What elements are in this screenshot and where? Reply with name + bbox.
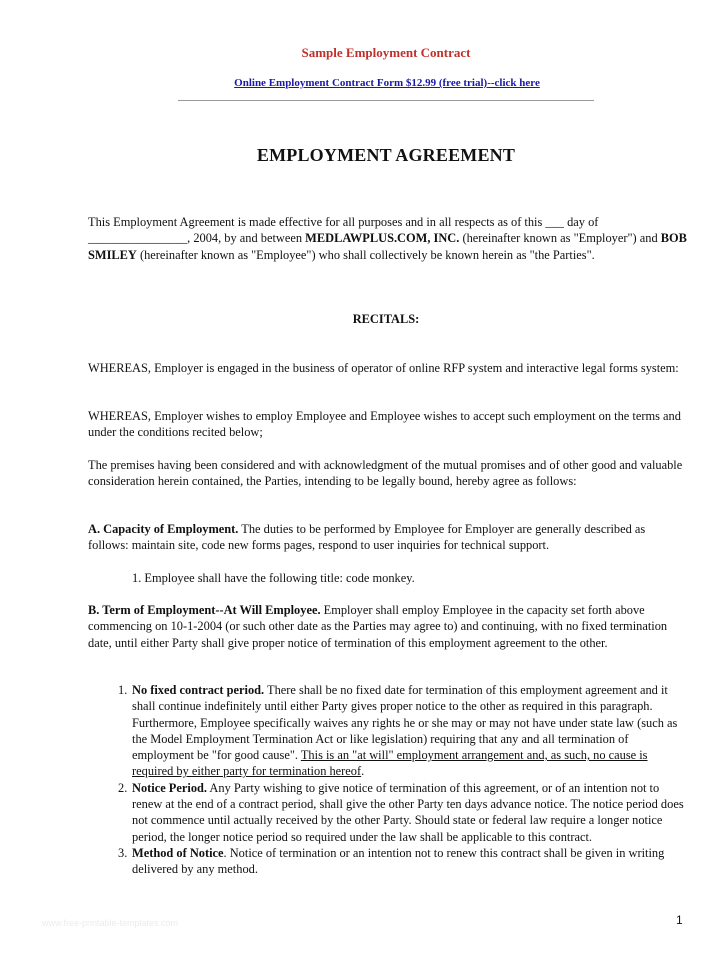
whereas-text-1: WHEREAS, Employer is engaged in the business of operator of online RFP system and interactive legal forms system: bbox=[88, 361, 679, 375]
intro-text-a: This Employment Agreement is made effective for all purposes and in all respects as of this ___ day of ________________, 2004, by and between bbox=[88, 215, 599, 246]
section-a bbox=[88, 521, 688, 554]
recitals-heading: RECITALS: bbox=[352, 312, 420, 326]
premises-paragraph bbox=[88, 457, 688, 490]
list-item bbox=[118, 845, 684, 878]
section-a-text: The duties to be performed by Employee for Employer are generally described as follows: maintain site, code new forms pages, respond to user inquiries for technical support. bbox=[88, 522, 646, 553]
section-a-item: 1. Employee shall have the following title: code monkey. bbox=[132, 571, 415, 585]
intro-paragraph bbox=[88, 214, 688, 263]
list-item-heading: No fixed contract period. bbox=[132, 683, 265, 697]
document-title: EMPLOYMENT AGREEMENT bbox=[256, 145, 516, 165]
list-item bbox=[118, 780, 684, 845]
header-title: Sample Employment Contract bbox=[301, 45, 471, 60]
section-b-text: Employer shall employ Employee in the capacity set forth above commencing on 10-1-2004 (or such other date as the Parties may agree to) and continuing, with no fixed termination date, until either Party shall give proper notice of termination of this employment agreement to the other. bbox=[88, 603, 668, 650]
contract-form-link[interactable]: Online Employment Contract Form $12.99 (free trial)-‐click here bbox=[234, 77, 540, 89]
list-item-number: 3. bbox=[118, 845, 128, 860]
list-item bbox=[118, 682, 684, 780]
termination-terms-list bbox=[118, 682, 684, 878]
at-will-clause: This is an "at will" employment arrangement and, as such, no cause is required by either party for termination hereof bbox=[132, 748, 648, 779]
section-b bbox=[88, 602, 688, 651]
list-item-heading: Method of Notice bbox=[132, 845, 224, 860]
list-item-text: Any Party wishing to give notice of termination of this agreement, or of an intention not to renew at the end of a contract period, shall give the other Party ten days advance notice. The notice period does not commence until actually received by the other Party. Should state or federal law require a longer notice period, the longer notice period so required under the law shall be applicable to this contract. bbox=[132, 780, 684, 844]
whereas-paragraph-1 bbox=[88, 360, 688, 376]
whereas-paragraph-2 bbox=[88, 408, 688, 441]
list-item-heading: Notice Period. bbox=[132, 780, 208, 795]
employee-name: BOB SMILEY bbox=[88, 231, 687, 262]
header-divider bbox=[178, 100, 594, 101]
watermark: www.free-printable-templates.com bbox=[42, 918, 179, 928]
whereas-text-2: WHEREAS, Employer wishes to employ Employee and Employee wishes to accept such employment on the terms and under the conditions recited below; bbox=[88, 409, 681, 440]
intro-text-c: (hereinafter known as "Employee") who shall collectively be known herein as "the Parties". bbox=[136, 247, 595, 262]
employer-name: MEDLAWPLUS.COM, INC. bbox=[305, 231, 460, 246]
list-item-text: There shall be no fixed date for termination of this employment agreement and it shall continue indefinitely until either Party gives proper notice to the other as required in this paragraph. Furthermore, Employee specifically waives any rights he or she may or may not have under state law (such as the Model Employment Termination Act or like legislation) requiring that any and all termination of employment be "for good cause". bbox=[132, 683, 678, 763]
list-item-end: . bbox=[361, 764, 365, 779]
page-number: 1 bbox=[676, 913, 683, 927]
section-a-heading: A. Capacity of Employment. bbox=[88, 522, 239, 536]
list-item-text: . Notice of termination or an intention not to renew this contract shall be given in writing delivered by any method. bbox=[132, 845, 665, 877]
list-item-number: 2. bbox=[118, 780, 128, 795]
premises-text: The premises having been considered and with acknowledgment of the mutual promises and of other good and valuable consideration herein contained, the Parties, intending to be legally bound, hereby agree as follows: bbox=[88, 458, 683, 489]
intro-text-b: (hereinafter known as "Employer") and bbox=[459, 231, 661, 246]
section-b-heading: B. Term of Employment-‐At Will Employee. bbox=[88, 603, 321, 617]
list-item-number: 1. bbox=[118, 683, 128, 697]
